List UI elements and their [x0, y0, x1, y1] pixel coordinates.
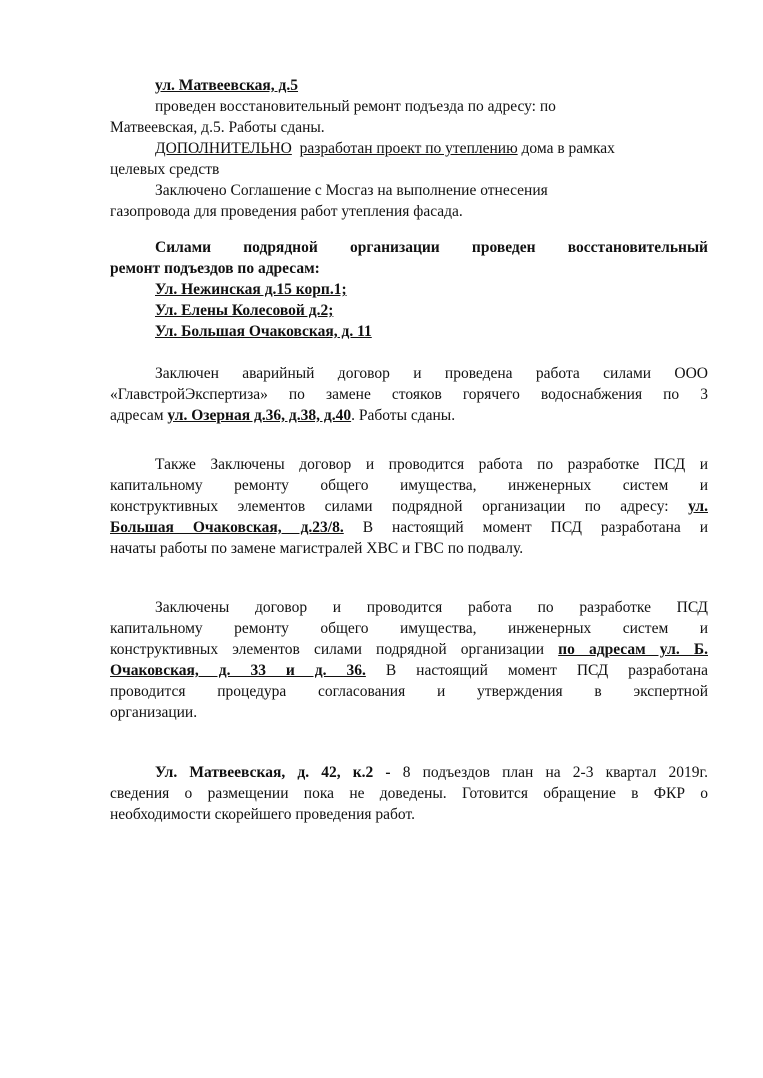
paragraph-line: проведен восстановительный ремонт подъезда по адресу: по	[155, 98, 556, 115]
paragraph-text: В настоящий момент ПСД разработана	[365, 662, 708, 679]
section-psd-33-36	[110, 597, 708, 723]
section-psd-23-8	[110, 454, 708, 559]
paragraph-text: адресам	[110, 407, 168, 424]
paragraph-text: 8 подъездов план на 2-3 квартал 2019г.	[390, 764, 708, 781]
paragraph-text: конструктивных элементов силами подрядной организации	[110, 641, 559, 658]
paragraph-line	[110, 138, 708, 159]
paragraph-line: необходимости скорейшего проведения работ.	[110, 806, 415, 823]
address-heading: ул. Матвеевская, д.5	[155, 77, 299, 94]
additional-label: ДОПОЛНИТЕЛЬНО	[155, 140, 292, 157]
address-ozernaya: ул. Озерная д.36, д.38, д.40	[167, 407, 352, 424]
insulation-project-text: разработан проект по утеплению	[299, 140, 518, 157]
paragraph-line	[110, 639, 708, 660]
paragraph-line: начаты работы по замене магистралей ХВС и ГВС по подвалу.	[110, 540, 524, 557]
paragraph-line	[110, 496, 708, 517]
paragraph-line: капитальному ремонту общего имущества, инженерных систем и	[110, 477, 708, 494]
paragraph-text: . Работы сданы.	[351, 407, 456, 424]
address-text: Ул. Матвеевская, д. 42, к.2 -	[155, 764, 391, 781]
address-text: ул.	[688, 498, 708, 515]
address-text: Очаковская, д. 33 и д. 36.	[110, 662, 366, 679]
paragraph-text: дома в рамках	[517, 140, 615, 157]
paragraph-line	[110, 762, 708, 783]
paragraph-line: капитальному ремонту общего имущества, инженерных систем и	[110, 620, 708, 637]
paragraph-line: ремонт подъездов по адресам:	[110, 260, 320, 277]
section-matveevskaya-5	[110, 75, 708, 222]
address-item: Ул. Большая Очаковская, д. 11	[155, 323, 372, 340]
paragraph-line: Заключено Соглашение с Мосгаз на выполнение отнесения	[155, 182, 548, 199]
paragraph-line: Заключен аварийный договор и проведена работа силами ООО	[155, 365, 708, 382]
paragraph-line: «ГлавстройЭкспертиза» по замене стояков горячего водоснабжения по 3	[110, 386, 708, 403]
paragraph-line: газопровода для проведения работ утепления фасада.	[110, 203, 463, 220]
paragraph-line	[110, 517, 708, 538]
section-matveevskaya-42	[110, 762, 708, 825]
paragraph-text: конструктивных элементов силами подрядной организации по адресу:	[110, 498, 689, 515]
paragraph-line: Силами подрядной организации проведен восстановительный	[155, 239, 708, 256]
paragraph-line: Заключены договор и проводится работа по разработке ПСД	[155, 599, 708, 616]
paragraph-line: Матвеевская, д.5. Работы сданы.	[110, 119, 325, 136]
paragraph-line: целевых средств	[110, 161, 220, 178]
section-emergency-contract	[110, 363, 708, 426]
paragraph-line: проводится процедура согласования и утверждения в экспертной	[110, 683, 708, 700]
paragraph-line: организации.	[110, 704, 198, 721]
paragraph-line: Также Заключены договор и проводится работа по разработке ПСД и	[155, 456, 708, 473]
address-text: Большая Очаковская, д.23/8.	[110, 519, 344, 536]
address-item: Ул. Нежинская д.15 корп.1;	[155, 281, 347, 298]
address-text: по адресам ул. Б.	[558, 641, 708, 658]
address-item: Ул. Елены Колесовой д.2;	[155, 302, 334, 319]
paragraph-line	[110, 405, 708, 426]
section-contractor-repairs	[110, 237, 708, 342]
paragraph-line: сведения о размещении пока не доведены. Готовится обращение в ФКР о	[110, 785, 708, 802]
paragraph-text: В настоящий момент ПСД разработана и	[343, 519, 708, 536]
paragraph-line	[110, 660, 708, 681]
